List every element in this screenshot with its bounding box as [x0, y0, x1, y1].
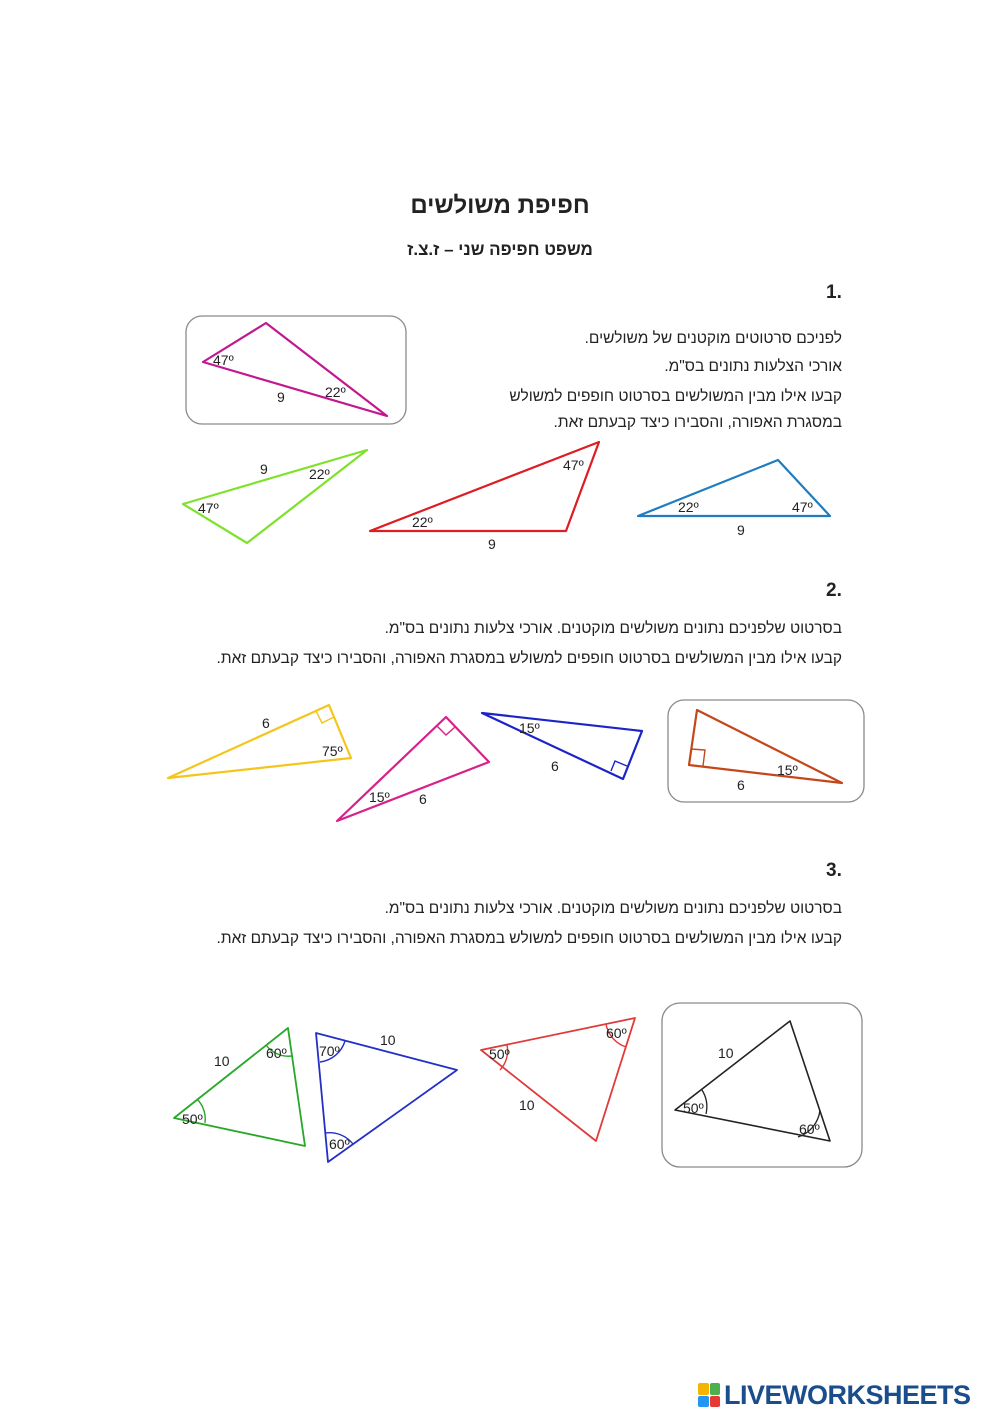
question-2-line-1: בסרטוט שלפניכם נתונים משולשים מוקטנים. אורכי צלעות נתונים בס"מ. [384, 620, 842, 637]
question-1-number: 1. [826, 282, 842, 303]
page-subtitle: משפט חפיפה שני – ז.צ.ז [407, 240, 593, 259]
q1-red-triangle [370, 442, 599, 531]
liveworksheets-logo-icon [698, 1383, 720, 1407]
logo-square-1 [698, 1383, 709, 1395]
q1-framed-triangle [203, 323, 387, 416]
q2-pink-side: 6 [419, 791, 427, 807]
q2-blue-triangle [482, 713, 642, 779]
q3-framed-angle-b: 60º [799, 1121, 820, 1137]
q1-red-angle-b: 22º [412, 514, 433, 530]
q2-yellow-triangle [168, 705, 351, 778]
q1-green-side: 9 [260, 461, 268, 477]
q2-framed-side: 6 [737, 777, 745, 793]
question-3-line-1: בסרטוט שלפניכם נתונים משולשים מוקטנים. אורכי צלעות נתונים בס"מ. [384, 900, 842, 917]
question-3-line-2: קבעו אילו מבין המשולשים בסרטוט חופפים למשולש במסגרת האפורה, והסבירו כיצד קבעתם זאת. [216, 930, 842, 947]
q3-red-angle-a: 50º [489, 1046, 510, 1062]
q1-blue-angle-a: 22º [678, 499, 699, 515]
q3-blue-side: 10 [380, 1032, 396, 1048]
q3-red-angle-b: 60º [606, 1025, 627, 1041]
q1-green-angle-a: 22º [309, 466, 330, 482]
q2-yellow-angle: 75º [322, 743, 343, 759]
q2-gray-frame [668, 700, 864, 802]
q3-gray-frame [662, 1003, 862, 1167]
question-3-number: 3. [826, 860, 842, 881]
q3-red-side: 10 [519, 1097, 535, 1113]
q1-red-side: 9 [488, 536, 496, 552]
q1-framed-angle-b: 22º [325, 384, 346, 400]
q3-framed-side: 10 [718, 1045, 734, 1061]
question-1-line-1: לפניכם סרטוטים מוקטנים של משולשים. [584, 330, 842, 347]
question-2-number: 2. [826, 580, 842, 601]
q2-blue-side: 6 [551, 758, 559, 774]
q3-blue-angle-a: 70º [319, 1043, 340, 1059]
q2-blue-angle: 15º [519, 720, 540, 736]
q3-green-side: 10 [214, 1053, 230, 1069]
question-1-line-2: אורכי הצלעות נתונים בס"מ. [664, 358, 842, 375]
question-1-line-4: במסגרת האפורה, והסבירו כיצד קבעתם זאת. [553, 414, 842, 431]
q2-framed-right-angle [691, 749, 705, 766]
q1-gray-frame [186, 316, 406, 424]
q2-framed-angle: 15º [777, 762, 798, 778]
q3-blue-angle-b: 60º [329, 1136, 350, 1152]
q2-framed-triangle [689, 710, 842, 783]
q2-pink-right-angle [437, 726, 455, 735]
q1-green-angle-b: 47º [198, 500, 219, 516]
question-2-line-2: קבעו אילו מבין המשולשים בסרטוט חופפים למשולש במסגרת האפורה, והסבירו כיצד קבעתם זאת. [216, 650, 842, 667]
liveworksheets-text: LIVEWORKSHEETS [724, 1379, 971, 1410]
q3-green-angle-b: 50º [182, 1111, 203, 1127]
question-1-line-3: קבעו אילו מבין המשולשים בסרטוט חופפים למשולש [509, 388, 842, 405]
logo-square-3 [698, 1396, 709, 1408]
q3-green-angle-a: 60º [266, 1045, 287, 1061]
liveworksheets-brand[interactable] [698, 1380, 971, 1410]
q1-red-angle-a: 47º [563, 457, 584, 473]
q3-framed-angle-a: 50º [683, 1100, 704, 1116]
q1-blue-angle-b: 47º [792, 499, 813, 515]
q2-pink-angle: 15º [369, 789, 390, 805]
q1-framed-side: 9 [277, 389, 285, 405]
logo-square-4 [710, 1396, 721, 1408]
page-title: חפיפת משולשים [410, 192, 590, 219]
q1-green-triangle [183, 450, 367, 543]
q2-yellow-side: 6 [262, 715, 270, 731]
q2-blue-right-angle [611, 761, 627, 771]
q2-pink-triangle [337, 717, 489, 821]
q1-blue-side: 9 [737, 522, 745, 538]
logo-square-2 [710, 1383, 721, 1395]
q1-framed-angle-a: 47º [213, 352, 234, 368]
